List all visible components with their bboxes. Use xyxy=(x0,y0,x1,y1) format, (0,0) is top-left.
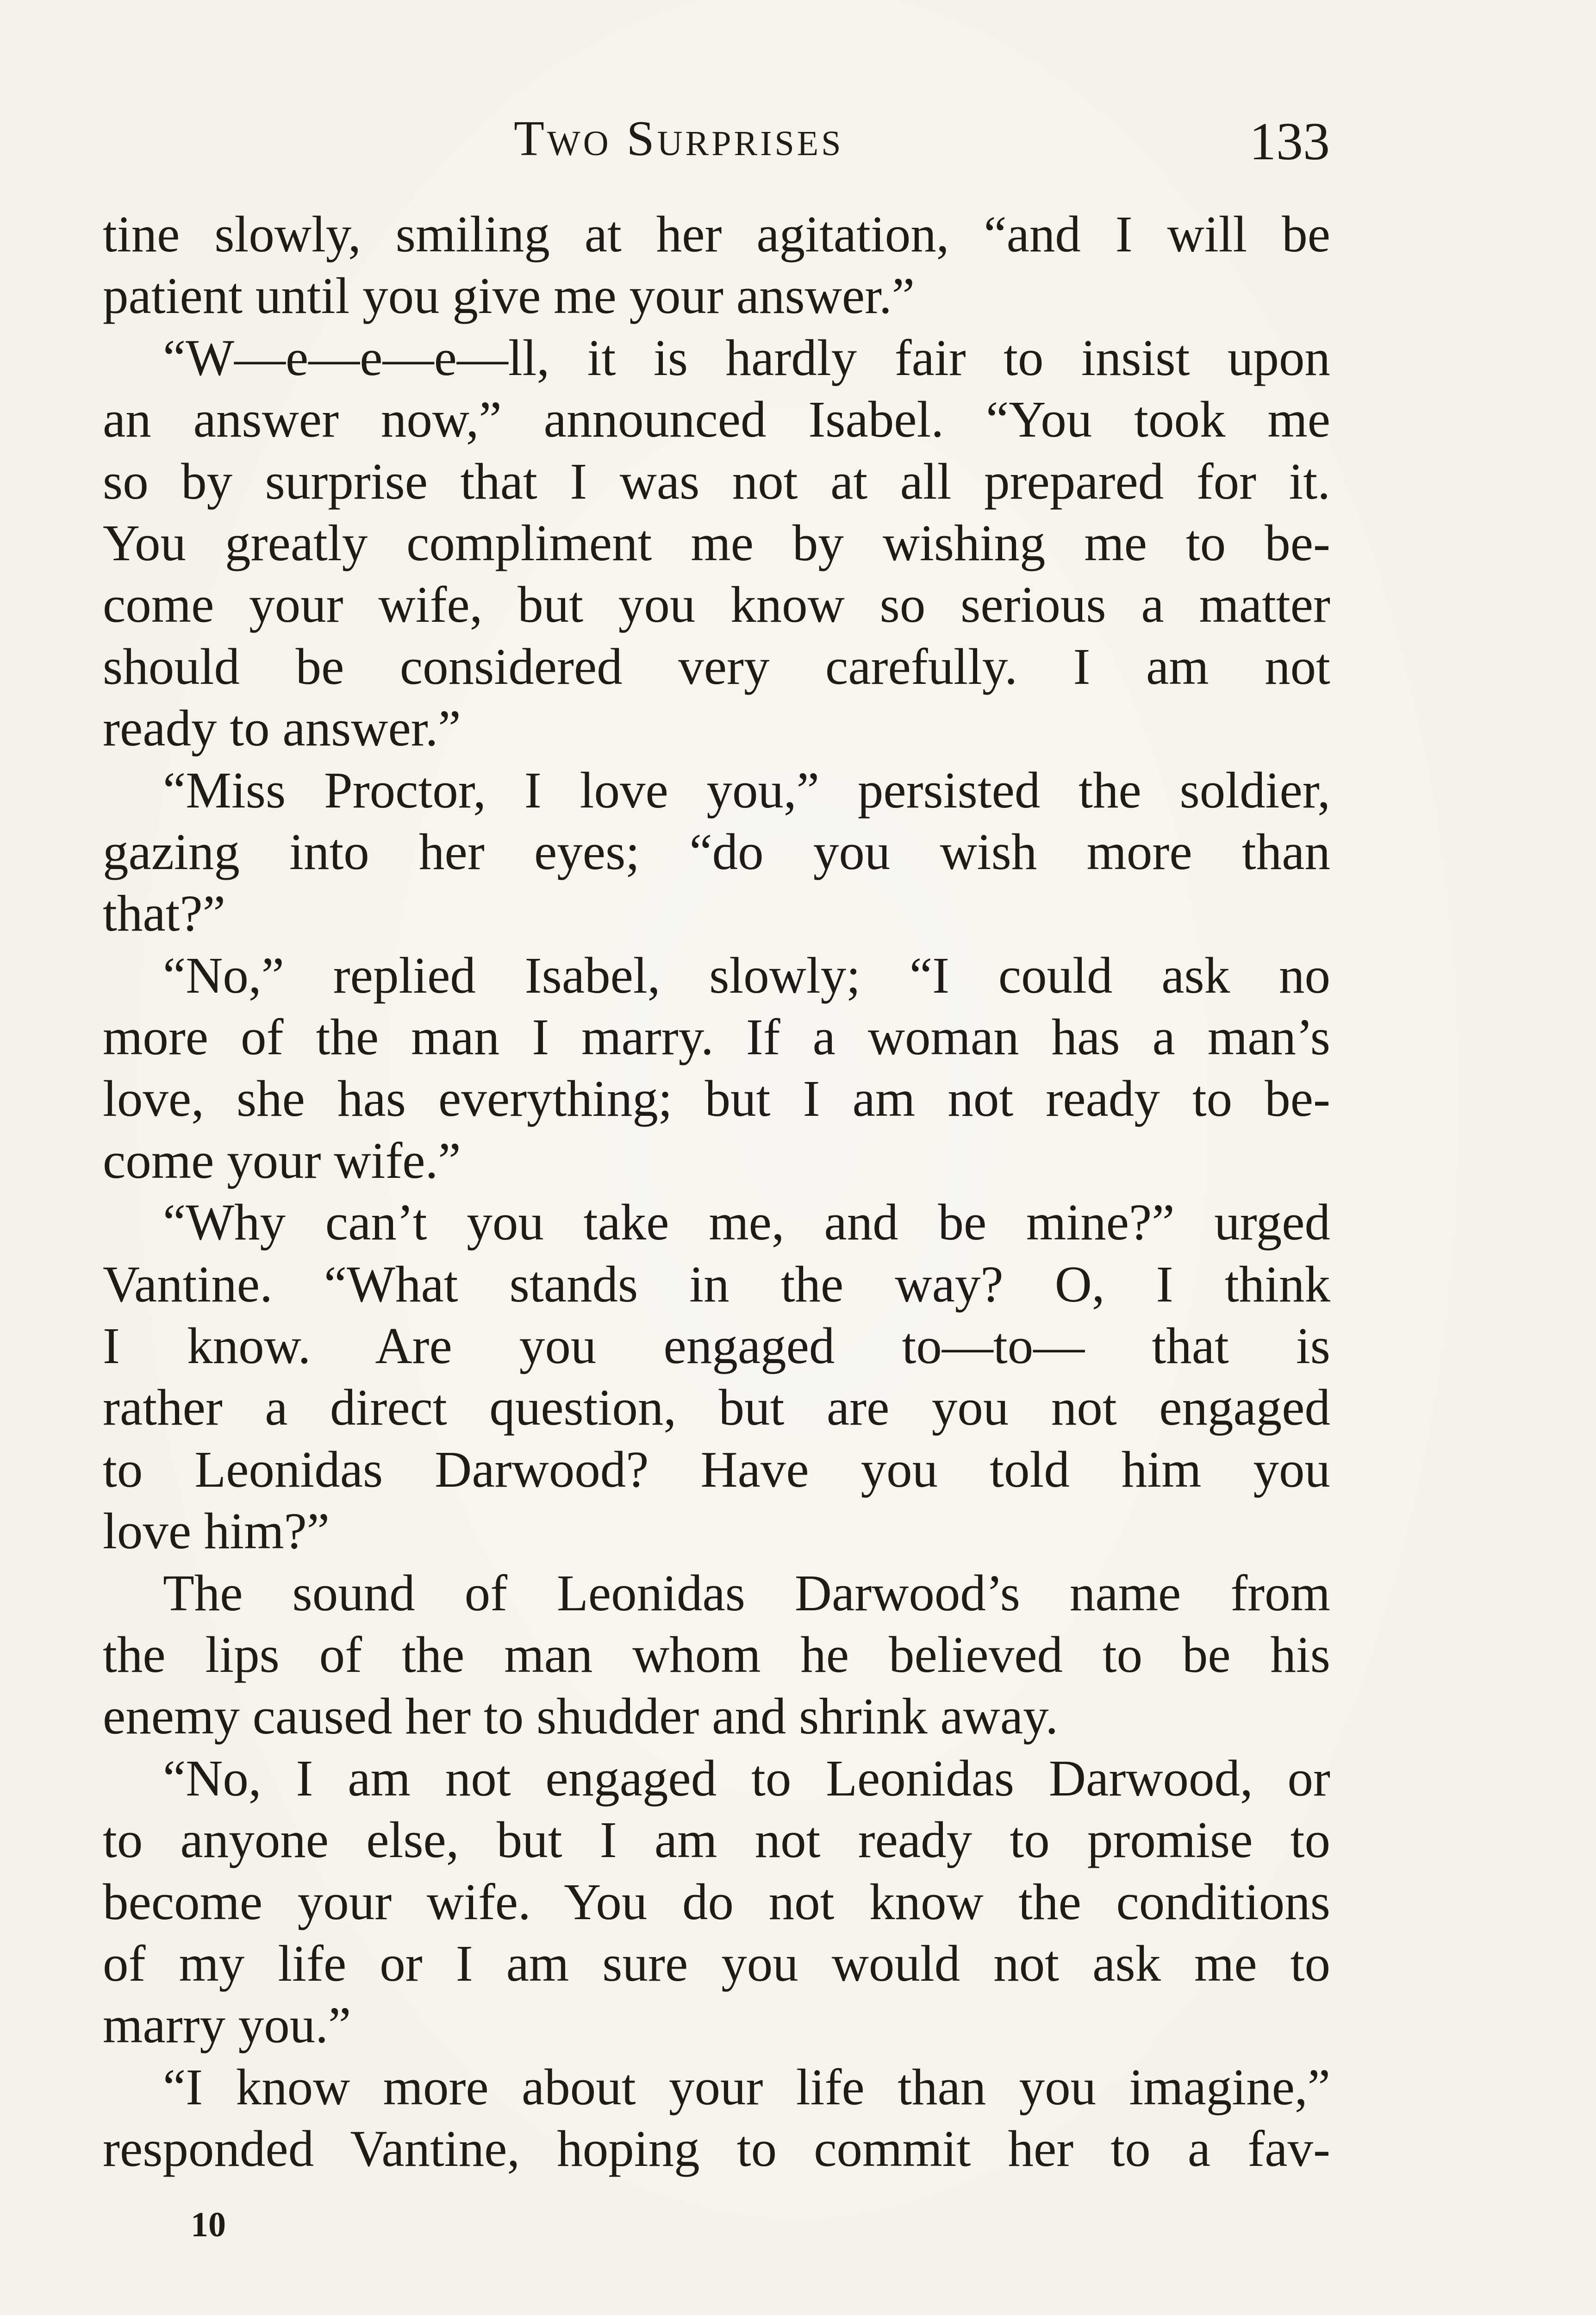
text-line: to anyone else, but I am not ready to promise to xyxy=(103,1812,1330,1869)
text-line: to Leonidas Darwood? Have you told him you xyxy=(103,1441,1330,1498)
text-line: marry you.” xyxy=(103,1997,351,2054)
text-line: “I know more about your life than you imagine,” xyxy=(163,2058,1330,2116)
text-line: become your wife. You do not know the conditions xyxy=(103,1873,1330,1931)
text-line: Vantine. “What stands in the way? O, I think xyxy=(103,1256,1330,1313)
text-line: enemy caused her to shudder and shrink away. xyxy=(103,1688,1059,1746)
text-line: responded Vantine, hoping to commit her to a fav- xyxy=(103,2121,1330,2178)
running-head xyxy=(0,106,1596,171)
text-line: should be considered very carefully. I am not xyxy=(103,638,1330,695)
text-line: “No,” replied Isabel, slowly; “I could ask no xyxy=(163,947,1330,1004)
text-line: I know. Are you engaged to—to— that is xyxy=(103,1318,1330,1375)
text-line: ready to answer.” xyxy=(103,700,461,757)
text-line: love him?” xyxy=(103,1503,330,1560)
page-number: 133 xyxy=(1249,112,1330,171)
text-line: love, she has everything; but I am not ready to be- xyxy=(103,1070,1330,1128)
text-line: patient until you give me your answer.” xyxy=(103,268,915,325)
running-title: Two Surprises xyxy=(514,111,844,166)
text-line: tine slowly, smiling at her agitation, “and I will be xyxy=(103,206,1330,263)
text-line: “Miss Proctor, I love you,” persisted the soldier, xyxy=(163,762,1330,819)
body-text xyxy=(103,204,1330,2180)
text-line: so by surprise that I was not at all prepared for it. xyxy=(103,453,1330,510)
text-line: an answer now,” announced Isabel. “You took me xyxy=(103,391,1330,449)
text-line: The sound of Leonidas Darwood’s name from xyxy=(163,1564,1330,1622)
text-line: of my life or I am sure you would not ask me to xyxy=(103,1935,1330,1992)
text-line: that?” xyxy=(103,885,225,943)
text-line: the lips of the man whom he believed to be his xyxy=(103,1626,1330,1683)
text-line: rather a direct question, but are you not engaged xyxy=(103,1379,1330,1437)
text-line: You greatly compliment me by wishing me to be- xyxy=(103,514,1330,572)
text-line: more of the man I marry. If a woman has a man’s xyxy=(103,1009,1330,1066)
text-line: gazing into her eyes; “do you wish more than xyxy=(103,823,1330,881)
text-line: “No, I am not engaged to Leonidas Darwood, or xyxy=(163,1750,1330,1807)
text-line: “W—e—e—e—ll, it is hardly fair to insist upon xyxy=(163,329,1330,387)
signature-mark: 10 xyxy=(191,2205,226,2244)
text-line: come your wife, but you know so serious a matter xyxy=(103,576,1330,634)
text-line: “Why can’t you take me, and be mine?” urged xyxy=(163,1194,1330,1251)
text-line: come your wife.” xyxy=(103,1132,461,1189)
